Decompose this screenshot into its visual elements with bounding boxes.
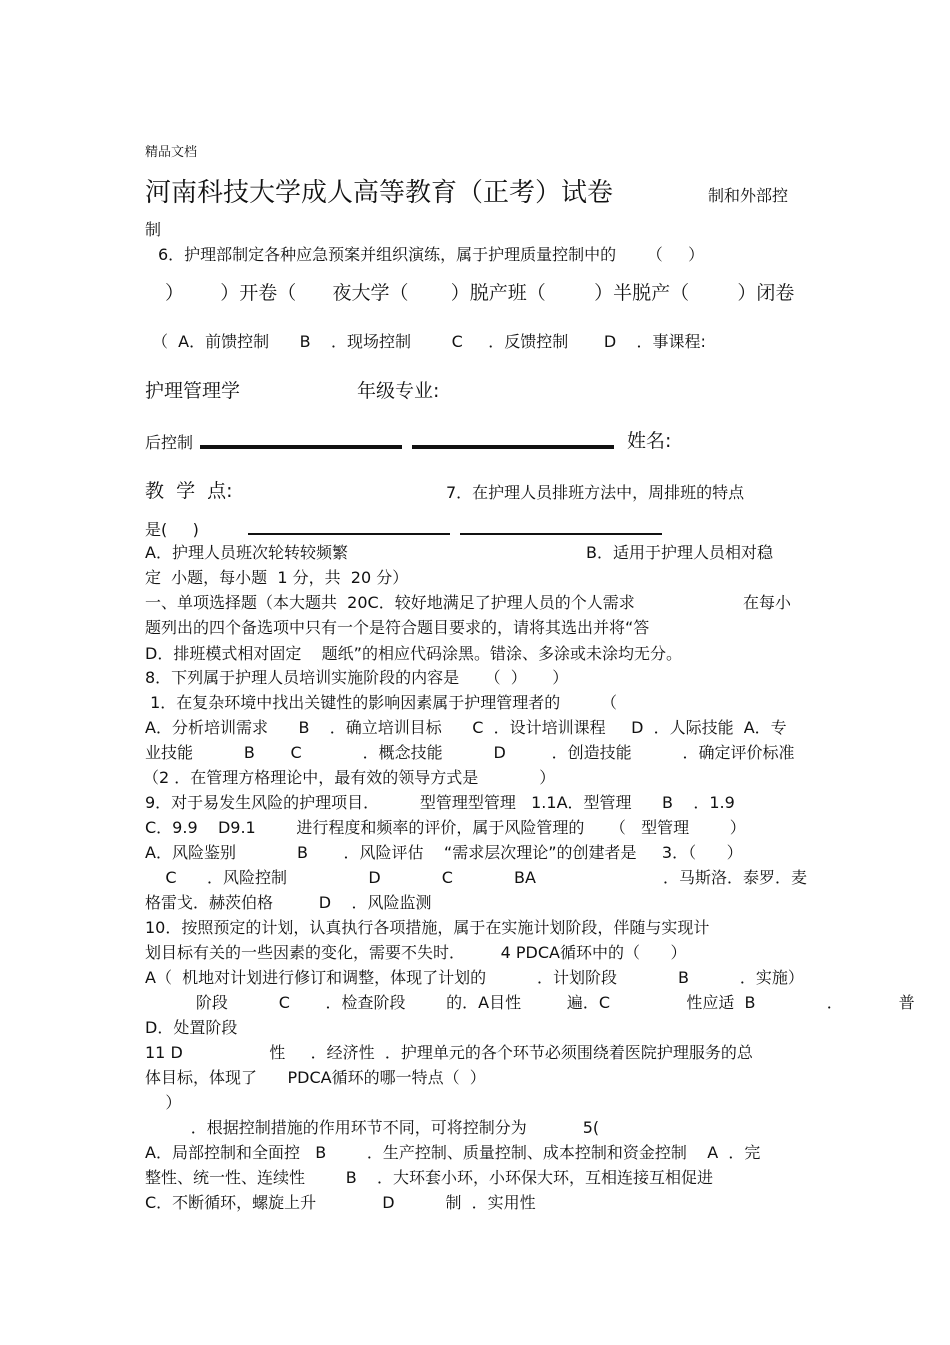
text-line: C．9.9 D9.1 进行程度和频率的评价，属于风险管理的 （ 型管理 ） (145, 818, 746, 837)
text-line: 体目标，体现了 PDCA循环的哪一特点（ ） (145, 1068, 486, 1087)
teaching-site-label: 教 学 点: (145, 480, 233, 502)
question-8: 8．下列属于护理人员培训实施阶段的内容是 （ ） ） (145, 668, 569, 687)
text-line: 题列出的四个备选项中只有一个是符合题目要求的，请将其选出并将“答 (145, 618, 650, 637)
fill-in-line (200, 445, 402, 449)
text-line: A．局部控制和全面控 B ．生产控制、质量控制、成本控制和资金控制 A ．完 (145, 1143, 761, 1162)
question-1: 1．在复杂环境中找出关键性的影响因素属于护理管理者的 （ (145, 693, 617, 712)
text-line: C ．风险控制 D C BA ．马斯洛．泰罗．麦 (145, 868, 808, 887)
text-line: D．处置阶段 (145, 1018, 238, 1037)
text-line: 划目标有关的一些因素的变化，需要不失时． 4 PDCA循环中的（ ） (145, 943, 687, 962)
question-5: ．根据控制措施的作用环节不同，可将控制分为 5( (145, 1118, 600, 1137)
question-7-option-b: B．适用于护理人员相对稳 (586, 543, 773, 562)
question-7: 7．在护理人员排班方法中，周排班的特点 (446, 483, 745, 502)
exam-title: 河南科技大学成人高等教育（正考）试卷 (145, 178, 614, 208)
grade-major-label: 年级专业: (357, 380, 440, 402)
text-line: 业技能 B C ．概念技能 D ．创造技能 ．确定评价标准 (145, 743, 795, 762)
question-6: 6．护理部制定各种应急预案并组织演练，属于护理质量控制中的 （ ） (158, 245, 705, 264)
text-line: 整性、统一性、连续性 B ．大环套小环，小环保大环，互相连接互相促进 (145, 1168, 714, 1187)
text-line: C．不断循环，螺旋上升 D 制 ．实用性 (145, 1193, 536, 1212)
text-line: A．分析培训需求 B ．确立培训目标 C ．设计培训课程 D ．人际技能 A．专 (145, 718, 787, 737)
text-line: 阶段 C ．检查阶段 的．A目性 遍．C 性应适 B ． 普 (145, 993, 915, 1012)
text-line: 格雷戈．赫茨伯格 D ．风险监测 (145, 893, 432, 912)
text-line: A．风险鉴别 B ．风险评估 “需求层次理论”的创建者是 3．（ ） (145, 843, 743, 862)
question-11: 11 D 性 ．经济性 ．护理单元的各个环节必须围绕着医院护理服务的总 (145, 1043, 753, 1062)
question-9: 9．对于易发生风险的护理项目． 型管理型管理 1.1A．型管理 B ．1.9 (145, 793, 735, 812)
fill-in-line (412, 445, 614, 449)
text-line: 后控制 (145, 433, 194, 452)
text-line: 一、单项选择题（本大题共 20C．较好地满足了护理人员的个人需求 (145, 593, 635, 612)
question-2: （2 ．在管理方格理论中，最有效的领导方式是 ） (143, 768, 556, 787)
document-header: 精品文档 (145, 145, 198, 160)
fill-in-line (248, 533, 450, 535)
question-7-option-a: A．护理人员班次轮转较频繁 (145, 543, 348, 562)
question-6-options: （ A．前馈控制 B ．现场控制 C ．反馈控制 D ．事课程: (152, 332, 706, 351)
text-line: 在每小 (743, 593, 792, 612)
text-line: A（ 机地对计划进行修订和调整，体现了计划的 ．计划阶段 B ．实施） (145, 968, 804, 987)
text-line: 制 (145, 220, 162, 239)
text-line: 是( ) (145, 520, 199, 539)
course-name: 护理管理学 (145, 380, 241, 402)
name-label: 姓名: (627, 430, 672, 452)
text-line: 定 小题，每小题 1 分，共 20 分） (145, 568, 409, 587)
exam-type-options: ） ）开卷（ 夜大学（ ）脱产班（ ）半脱产（ ）闭卷 (165, 282, 795, 304)
text-line: ） (145, 1093, 182, 1112)
fill-in-line (460, 533, 662, 535)
title-side-text: 制和外部控 (708, 186, 789, 205)
question-10: 10．按照预定的计划，认真执行各项措施，属于在实施计划阶段，伴随与实现计 (145, 918, 710, 937)
text-line: D．排班模式相对固定 题纸”的相应代码涂黑。错涂、多涂或未涂均无分。 (145, 644, 682, 663)
